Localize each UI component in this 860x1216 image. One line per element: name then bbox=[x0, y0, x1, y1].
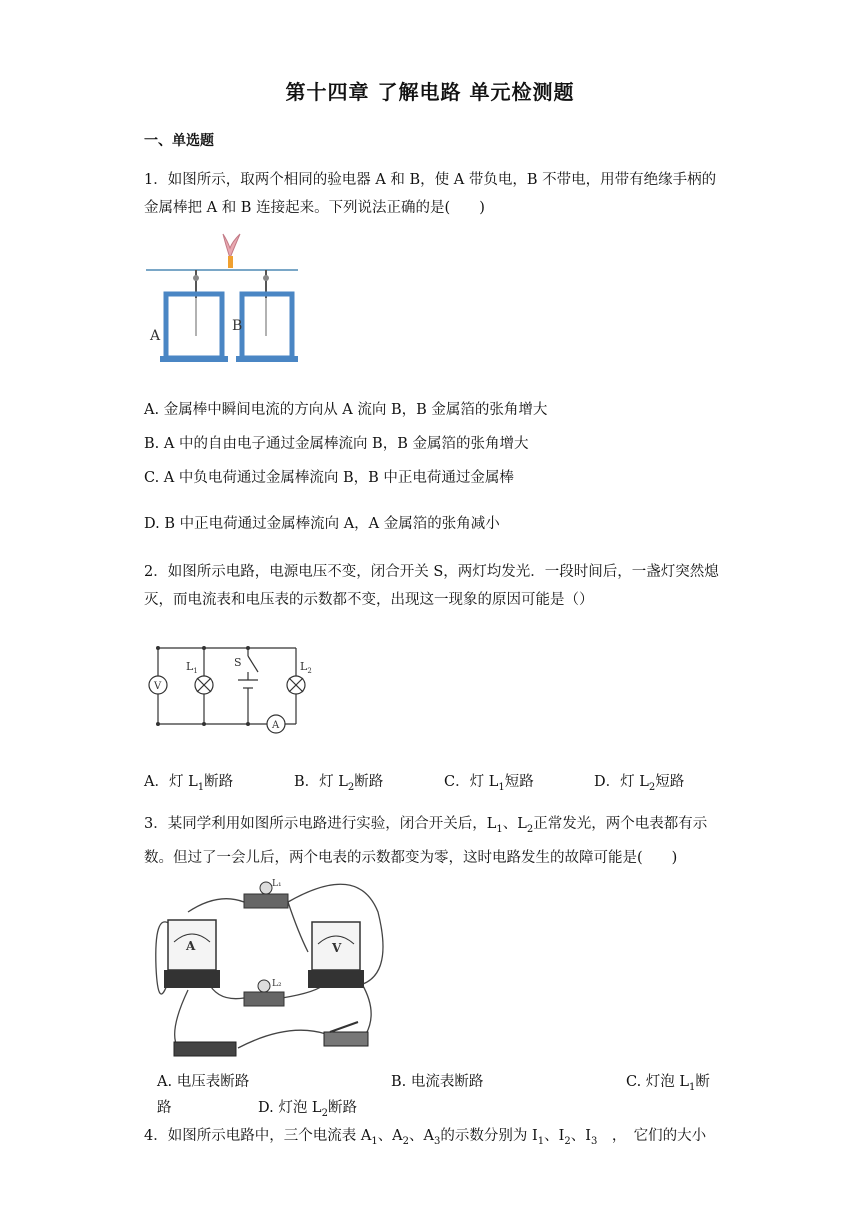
electroscope-figure bbox=[140, 226, 310, 371]
question-3-option-c: C. 灯泡 $L_1$断 bbox=[626, 1074, 710, 1093]
electroscope-a-label: A bbox=[150, 328, 161, 344]
physical-circuit-figure bbox=[148, 872, 398, 1062]
section-heading: 一、单选题 bbox=[144, 133, 214, 149]
lamp-l1-label: L bbox=[186, 660, 194, 673]
question-1-option-b: B. A 中的自由电子通过金属棒流向 B，B 金属箔的张角增大 bbox=[144, 436, 529, 452]
question-2-option-c: C．灯 $L_1$短路 bbox=[444, 774, 534, 793]
voltmeter-face-label: V bbox=[332, 941, 342, 955]
ammeter-face-label: A bbox=[186, 939, 196, 953]
circuit-diagram bbox=[148, 642, 318, 738]
voltmeter-symbol: V bbox=[154, 681, 162, 692]
question-3-option-b: B. 电流表断路 bbox=[391, 1074, 484, 1090]
question-3-stem: 3．某同学利用如图所示电路进行实验，闭合开关后，$L_1$、$L_2$正常发光，两个电表都有示数。但过了一会儿后，两个电表的示数都变为零，这时电路发生的故障可能是( ) bbox=[144, 816, 708, 866]
question-3-option-d: D. 灯泡 $L_2$断路 bbox=[258, 1100, 357, 1119]
physical-l1-label: L₁ bbox=[272, 879, 282, 889]
question-1-stem: 1．如图所示，取两个相同的验电器 A 和 B，使 A 带负电，B 不带电，用带有绝缘手柄的金属棒把 A 和 B 连接起来。下列说法正确的是( ) bbox=[144, 172, 717, 216]
page-title: 第十四章 了解电路 单元检测题 bbox=[285, 80, 575, 104]
ammeter-symbol: A bbox=[272, 720, 280, 731]
question-3-option-c-wrap: 路 bbox=[157, 1100, 172, 1116]
question-4-stem: 4．如图所示电路中，三个电流表 $A_1$、$A_2$、$A_3$的示数分别为 $I_1$、$I_2$、$I_3$ ， 它们的大小 bbox=[144, 1128, 707, 1147]
question-2-option-b: B．灯 $L_2$断路 bbox=[294, 774, 384, 793]
question-2-option-d: D．灯 $L_2$短路 bbox=[594, 774, 685, 793]
lamp-l2-label: L bbox=[300, 660, 308, 673]
question-1-option-c: C. A 中负电荷通过金属棒流向 B，B 中正电荷通过金属棒 bbox=[144, 470, 514, 486]
physical-l2-label: L₂ bbox=[272, 979, 282, 989]
electroscope-b-label: B bbox=[232, 318, 243, 334]
question-2-option-a: A．灯 $L_1$断路 bbox=[144, 774, 234, 793]
svg-text:L2: $L_2$ bbox=[300, 660, 312, 675]
question-1-option-a: A. 金属棒中瞬间电流的方向从 A 流向 B，B 金属箔的张角增大 bbox=[144, 402, 548, 418]
svg-text:L1: $L_1$ bbox=[186, 660, 198, 675]
question-2-stem: 2．如图所示电路，电源电压不变，闭合开关 S，两灯均发光．一段时间后，一盏灯突然熄灭，而电流表和电压表的示数都不变，出现这一现象的原因可能是（） bbox=[144, 564, 719, 608]
question-3-option-a: A. 电压表断路 bbox=[157, 1074, 250, 1090]
question-1-option-d: D. B 中正电荷通过金属棒流向 A，A 金属箔的张角减小 bbox=[144, 516, 500, 532]
switch-label: S bbox=[234, 656, 242, 669]
